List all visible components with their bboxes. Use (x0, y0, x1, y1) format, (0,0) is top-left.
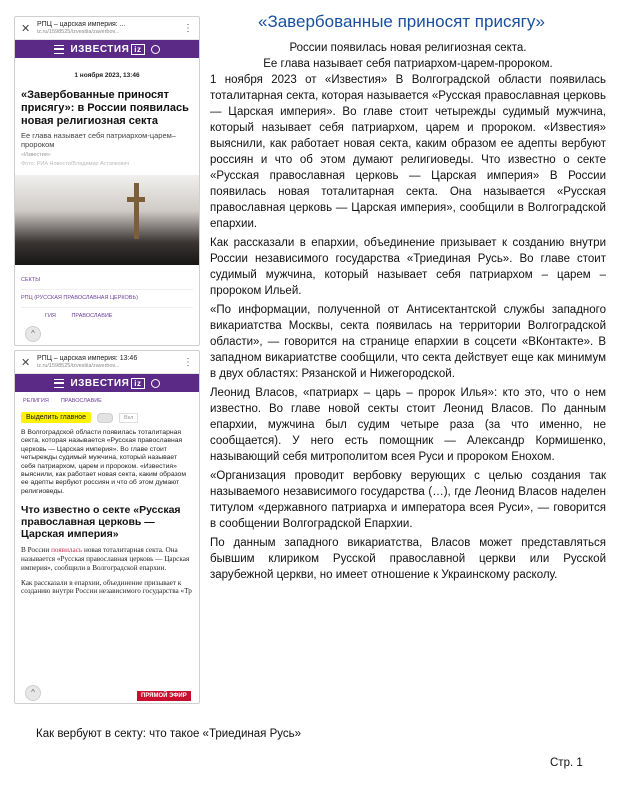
close-icon[interactable]: ✕ (21, 22, 31, 35)
browser-url[interactable]: iz.ru/1598525/izvestiia/zaverbov... (37, 28, 120, 35)
article-date: 1 ноября 2023, 13:46 (74, 72, 140, 79)
article-link[interactable]: появилась (51, 546, 83, 555)
page-number: Стр. 1 (550, 757, 583, 769)
article-body-3: Как рассказали в епархии, объединение призывает к созданию внутри России независимого государства «Тр (21, 578, 192, 596)
article-body-2: В России появилась новая тоталитарная секта. Она называется «Русская православная церковь — Царская империя», сообщили в Волгоградской епархии. (21, 546, 190, 572)
browser-url[interactable]: iz.ru/1598525/izvestiia/zaverbov... (37, 362, 120, 369)
article-body: В Волгоградской области появилась тоталитарная секта, которая называется «Русская православная церковь — Царская империя». Во главе стоит четырежды судимый мужчина, который называет себя патриархом, царем и пророком. «Известия» выяснили, как работает новая секта, каким образом ее адепты вербуют россиян и что об этом думают религиоведы. (21, 429, 187, 495)
tab-religion[interactable]: РЕЛИГИЯ (23, 398, 49, 404)
article-screenshot-2 (14, 350, 200, 704)
article-headline: «Завербованные приносят присягу»: в России появилась новая религиозная секта (21, 89, 189, 127)
article-source: «Известия» (21, 152, 51, 158)
document-body (210, 40, 606, 586)
article-screenshot-1 (14, 16, 200, 346)
paragraph-4: Леонид Власов, «патриарх – царь – пророк Илья»: кто это, что о нем известно. Во главе новой секты стоит Леонид Власов. По данным епархии, мужчина был судим четыре раза (за что именно, не сообщается). У него есть помощник — Александр Кормишенко, называющий себя митрополитом всея Руси и пророком Енохом. (210, 387, 606, 463)
site-header (15, 40, 199, 58)
browser-tab-title: РПЦ – царская империя: 13:46 (37, 354, 138, 362)
highlight-toggle[interactable] (97, 413, 113, 423)
article-subhead: Что известно о секте «Русская православная церковь — Царская империя» (21, 504, 181, 541)
scroll-up-icon[interactable]: ^ (25, 326, 41, 342)
menu-icon[interactable] (54, 45, 64, 54)
tab-orthodoxy[interactable]: ПРАВОСЛАВИЕ (60, 398, 102, 404)
browser-tab-title: РПЦ – царская империя: ... (37, 20, 126, 28)
tag-rpc[interactable]: РПЦ (РУССКАЯ ПРАВОСЛАВНАЯ ЦЕРКОВЬ) (21, 295, 138, 301)
document-title: «Завербованные приносят присягу» (258, 12, 546, 31)
article-photo (15, 175, 199, 265)
site-logo[interactable]: ИЗВЕСТИЯ iz (70, 44, 144, 55)
paragraph-3: «По информации, полученной от Антисектантской службы западного викариатства Москвы, секта появилась на территории Волгоградской области», — говорится на странице епархии в соцсети «ВКонтакте». В западном викариатстве сообщили, что секта действует еще как минимум в двух областях: Рязанской и Нижегородской. (210, 304, 606, 380)
highlight-main-button[interactable]: Выделить главное (21, 412, 91, 423)
live-broadcast-badge[interactable]: ПРЯМОЙ ЭФИР (137, 691, 191, 701)
paragraph-2: Как рассказали в епархии, объединение призывает к созданию внутри России независимого государства «Триединая Русь». Во главе стоит судимый мужчина, который называет себя патриархом – царем –пророком Ильей. (210, 237, 606, 297)
tag-sects[interactable]: СЕКТЫ (21, 277, 41, 283)
site-logo[interactable]: ИЗВЕСТИЯ iz (70, 378, 144, 389)
tag-religion[interactable]: ГИЯ (45, 313, 56, 319)
site-header (15, 374, 199, 392)
paragraph-6: По данным западного викариатства, Власов может представляться бывшим клириком Русской православной церкви или Русской зарубежной церкви, но имеет отношение к Украинскому расколу. (210, 537, 606, 581)
section-caption: Как вербуют в секту: что такое «Триединая Русь» (36, 728, 302, 740)
document-subtitle-2: Ее глава называет себя патриархом-царем-пророком. (263, 58, 553, 70)
browser-url-bar (15, 17, 199, 40)
menu-icon[interactable] (54, 379, 64, 388)
close-icon[interactable]: ✕ (21, 356, 31, 369)
search-icon[interactable] (151, 379, 160, 388)
paragraph-5: «Организация проводит вербовку верующих с целью создания так называемого независимого государства (…), где Леонид Власов наделен титулом «державного патриарха и императора всея Руси», — говорится в сообщении Волгоградской Епархии. (210, 470, 606, 530)
tag-orthodoxy[interactable]: ПРАВОСЛАВИЕ (71, 313, 113, 319)
search-icon[interactable] (151, 45, 160, 54)
toggle-label: Вкл (119, 413, 138, 423)
photo-credit: Фото: РИА Новости/Владимир Астапкович (21, 161, 130, 167)
cross-icon (127, 183, 145, 239)
paragraph-1: 1 ноября 2023 от «Известия» В Волгоградской области появилась тоталитарная секта, которая называется «Русская православная церковь — Царская империя». Во главе стоит четырежды судимый мужчина, который называет себя патриархом, царем и пророком. «Известия» выяснили, как работает новая секта, каким образом ее адепты вербуют россиян и что об этом думают религиоведы. Что известно о секте «Русская православная церковь — Царская империя» В России появилась новая тоталитарная секта. Она называется «Русская православная церковь — Царская империя», сообщили в Волгоградской епархии. (210, 74, 606, 230)
scroll-up-icon[interactable]: ^ (25, 685, 41, 701)
document-subtitle-1: России появилась новая религиозная секта. (289, 42, 527, 54)
article-lead: Ее глава называет себя патриархом-царем–пророком (21, 131, 176, 149)
more-icon[interactable]: ⋮ (183, 22, 193, 34)
browser-url-bar (15, 351, 199, 374)
more-icon[interactable]: ⋮ (183, 356, 193, 368)
